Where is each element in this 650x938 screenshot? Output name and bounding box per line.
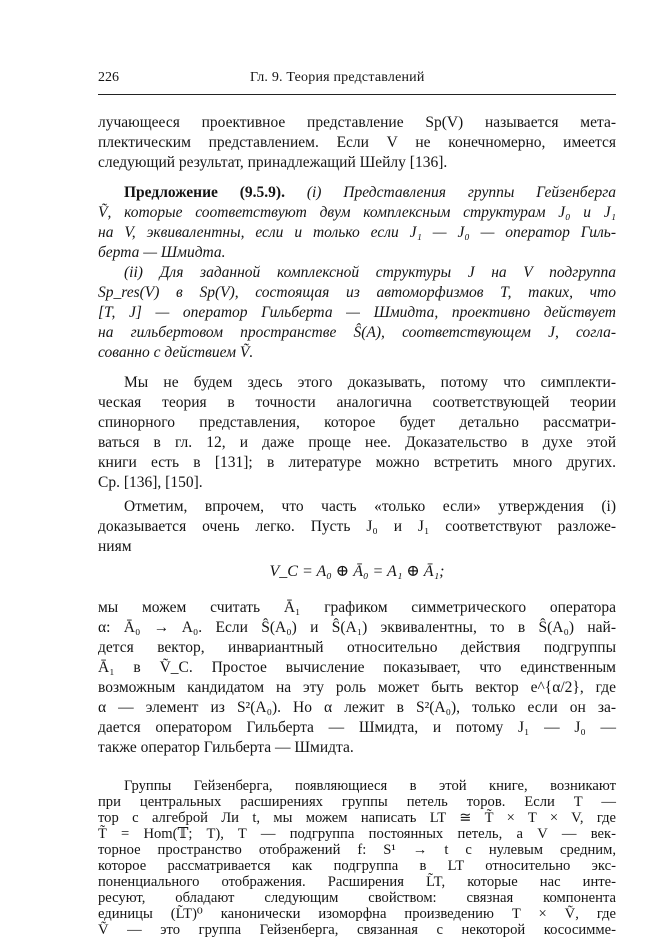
text-line: Ср. [136], [150]. — [98, 474, 203, 491]
text-line: ваться в гл. 12, и даже проще нее. Доказательство в духе этой — [98, 434, 616, 451]
text-line: Ṽ, которые соответствуют двум комплексным структурам J₀ и J₁ — [98, 204, 616, 221]
text-line: ческая теория в точности аналогична соответствующей теории — [98, 394, 616, 411]
text-line: дается оператором Гильберта — Шмидта, и потому J₁ — J₀ — — [98, 719, 616, 736]
text-line: которое рассматривается как подгруппа в LT относительно экс- — [98, 858, 616, 874]
text-line: T̃ = Hom(𝕋; T), T — подгруппа постоянных петель, а V — век- — [98, 826, 616, 842]
text-line: Ā₁ в Ṽ_C. Простое вычисление показывает, что единственным — [98, 659, 616, 676]
text-line: Мы не будем здесь этого доказывать, потому что симплекти- — [124, 374, 616, 391]
text-line: ниям — [98, 538, 132, 555]
text-line: на гильбертовом пространстве Ŝ(A), соответствующем J, согла- — [98, 324, 616, 341]
text-line: (ii) Для заданной комплексной структуры J на V подгруппа — [124, 264, 616, 281]
text-line: на V, эквивалентны, если и только если J₁ — J₀ — оператор Гиль- — [98, 224, 616, 241]
text-line: мы можем считать Ā₁ графиком симметрического оператора — [98, 599, 616, 616]
text-line: сованно с действием Ṽ. — [98, 344, 254, 361]
text-line: [T, J] — оператор Гильберта — Шмидта, проективно действует — [98, 304, 616, 321]
text-line: берта — Шмидта. — [98, 244, 226, 261]
text-line: торное пространство отображений f: S¹ → t с нулевым средним, — [98, 842, 616, 858]
proposition-label: Предложение (9.5.9). — [124, 184, 285, 201]
text-line: тор с алгеброй Ли t, мы можем написать LT ≅ T̃ × T × V, где — [98, 810, 616, 826]
text-line: Sp_res(V) в Sp(V), состоящая из автоморфизмов T, таких, что — [98, 284, 616, 301]
equation: V_C = A₀ ⊕ Ā₀ = A₁ ⊕ Ā₁; — [269, 563, 445, 580]
text-line: единицы (L̃T)⁰ канонически изоморфна произведению T × Ṽ, где — [98, 906, 616, 922]
running-header — [98, 70, 618, 92]
text-line: Ṽ — это группа Гейзенберга, связанная с некоторой кососимме- — [98, 922, 616, 938]
text-line: Отметим, впрочем, что часть «только если» утверждения (i) — [124, 498, 616, 515]
text-line: следующий результат, принадлежащий Шейлу [136]. — [98, 154, 448, 171]
text-line: возможным кандидатом на эту роль может быть вектор e^{α/2}, где — [98, 679, 616, 696]
text-line: поненциального отображения. Расширения L̃T, которые нас инте- — [98, 874, 616, 890]
header-rule — [98, 94, 616, 95]
running-title: Гл. 9. Теория представлений — [250, 70, 425, 85]
text-line: дется вектор, инвариантный относительно действия подгруппы — [98, 639, 616, 656]
text-line: плектическим представлением. Если V не конечномерно, имеется — [98, 134, 616, 151]
proposition-first-line — [124, 183, 616, 203]
text-line: также оператор Гильберта — Шмидта. — [98, 739, 354, 756]
text-line: Группы Гейзенберга, появляющиеся в этой книге, возникают — [124, 778, 616, 794]
text-line: книги есть в [131]; в литературе можно встретить много других. — [98, 454, 616, 471]
text-line: α: Ā₀ → A₀. Если Ŝ(A₀) и Ŝ(A₁) эквивалентны, то в Ŝ(A₀) най- — [98, 619, 616, 636]
text-line: α — элемент из S²(A₀). Но α лежит в S²(A₀), только если он за- — [98, 699, 616, 716]
text-line: при центральных расширениях группы петель торов. Если T — — [98, 794, 616, 810]
text-line: спинорного представления, которое будет детально рассматри- — [98, 414, 616, 431]
text-line: лучающееся проективное представление Sp(V) называется мета- — [98, 114, 616, 131]
text-line: доказывается очень легко. Пусть J₀ и J₁ соответствуют разложе- — [98, 518, 616, 535]
proposition-part-i-start: (i) Представления группы Гейзенберга — [306, 184, 616, 201]
page-number: 226 — [98, 70, 119, 85]
text-line: ресуют, обладают следующим свойством: связная компонента — [98, 890, 616, 906]
